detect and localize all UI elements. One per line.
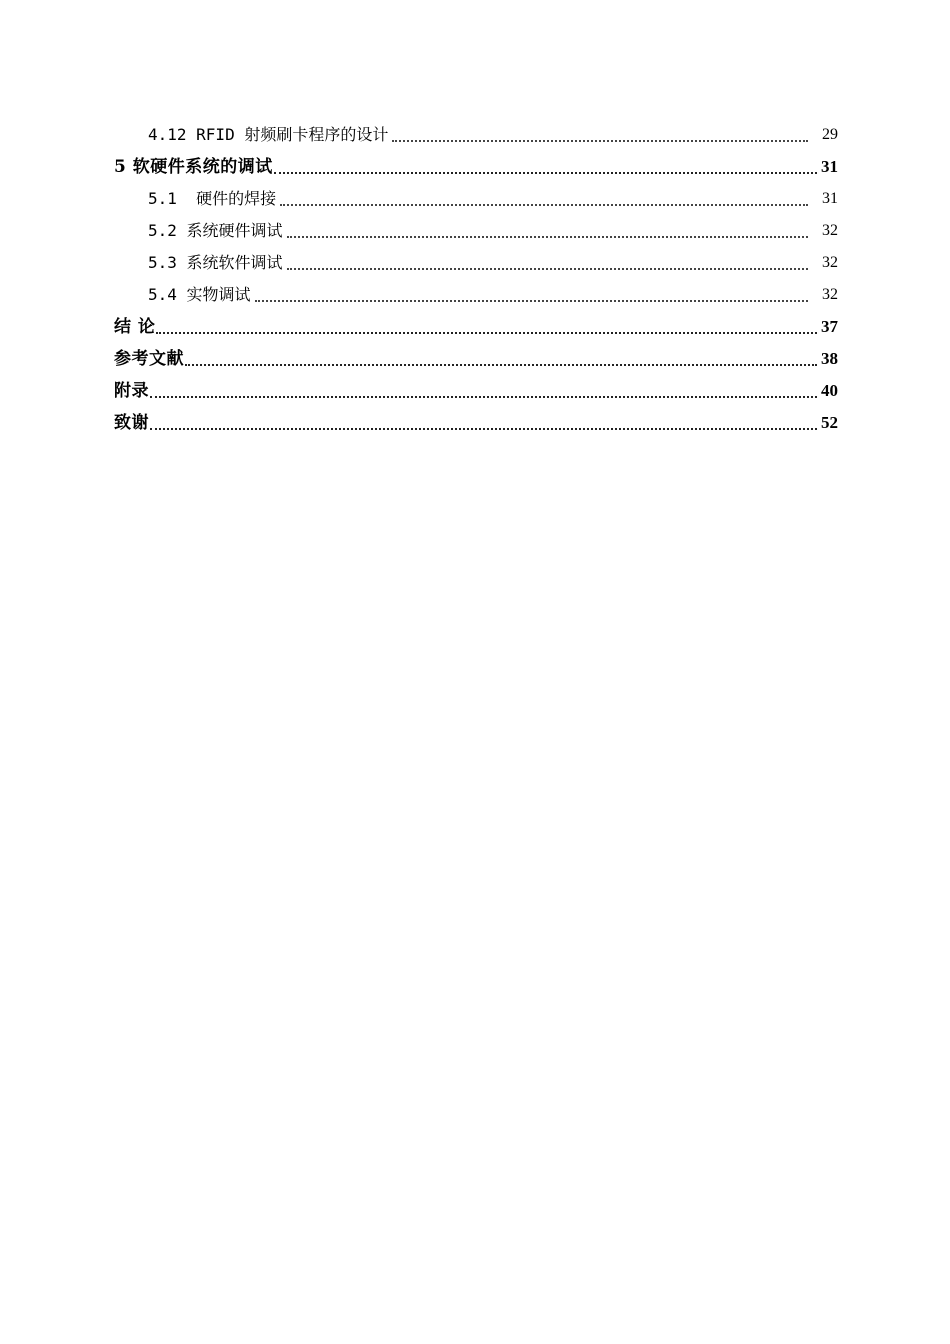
toc-entry-5-4[interactable] [114,277,838,309]
toc-dot-leader [156,332,817,334]
toc-page-number: 52 [821,413,838,432]
toc-entry-chapter-5[interactable] [114,149,838,181]
toc-page-number: 31 [822,190,838,207]
toc-page-number: 32 [822,286,838,303]
toc-dot-leader [287,268,808,270]
toc-entry-5-3[interactable] [114,245,838,277]
toc-dot-leader [185,364,817,366]
toc-dot-leader [287,236,808,238]
toc-dot-leader [280,204,808,206]
toc-page-number: 40 [821,381,838,400]
toc-dot-leader [274,172,817,174]
toc-entry-references[interactable] [114,341,838,373]
toc-page-number: 32 [822,222,838,239]
toc-entry-4-12[interactable] [114,117,838,149]
toc-dot-leader [392,140,808,142]
toc-entry-title: 致谢 [114,413,149,433]
toc-page-number: 38 [821,349,838,368]
toc-dot-leader [150,396,817,398]
toc-dot-leader [255,300,808,302]
toc-page-number: 37 [821,317,838,336]
toc-page-number: 31 [821,157,838,176]
toc-entry-5-2[interactable] [114,213,838,245]
toc-page-number: 32 [822,254,838,271]
toc-entry-title: 4.12 RFID 射频刷卡程序的设计 [148,125,389,144]
toc-entry-title: 结 论 [114,317,156,337]
toc-entry-title: 参考文献 [114,349,184,369]
toc-entry-conclusion[interactable] [114,309,838,341]
toc-entry-title: 附录 [114,381,149,401]
toc-entry-title: 5.3 系统软件调试 [148,253,283,272]
toc-entry-title: 5.1 硬件的焊接 [148,189,277,208]
toc-dot-leader [150,428,817,430]
toc-entry-acknowledgements[interactable] [114,405,838,437]
toc-entry-title: 5.4 实物调试 [148,285,251,304]
toc-entry-title: 5 软硬件系统的调试 [114,157,273,177]
toc-entry-title: 5.2 系统硬件调试 [148,221,283,240]
table-of-contents [114,117,838,437]
toc-page-number: 29 [822,126,838,143]
toc-entry-appendix[interactable] [114,373,838,405]
toc-entry-5-1[interactable] [114,181,838,213]
